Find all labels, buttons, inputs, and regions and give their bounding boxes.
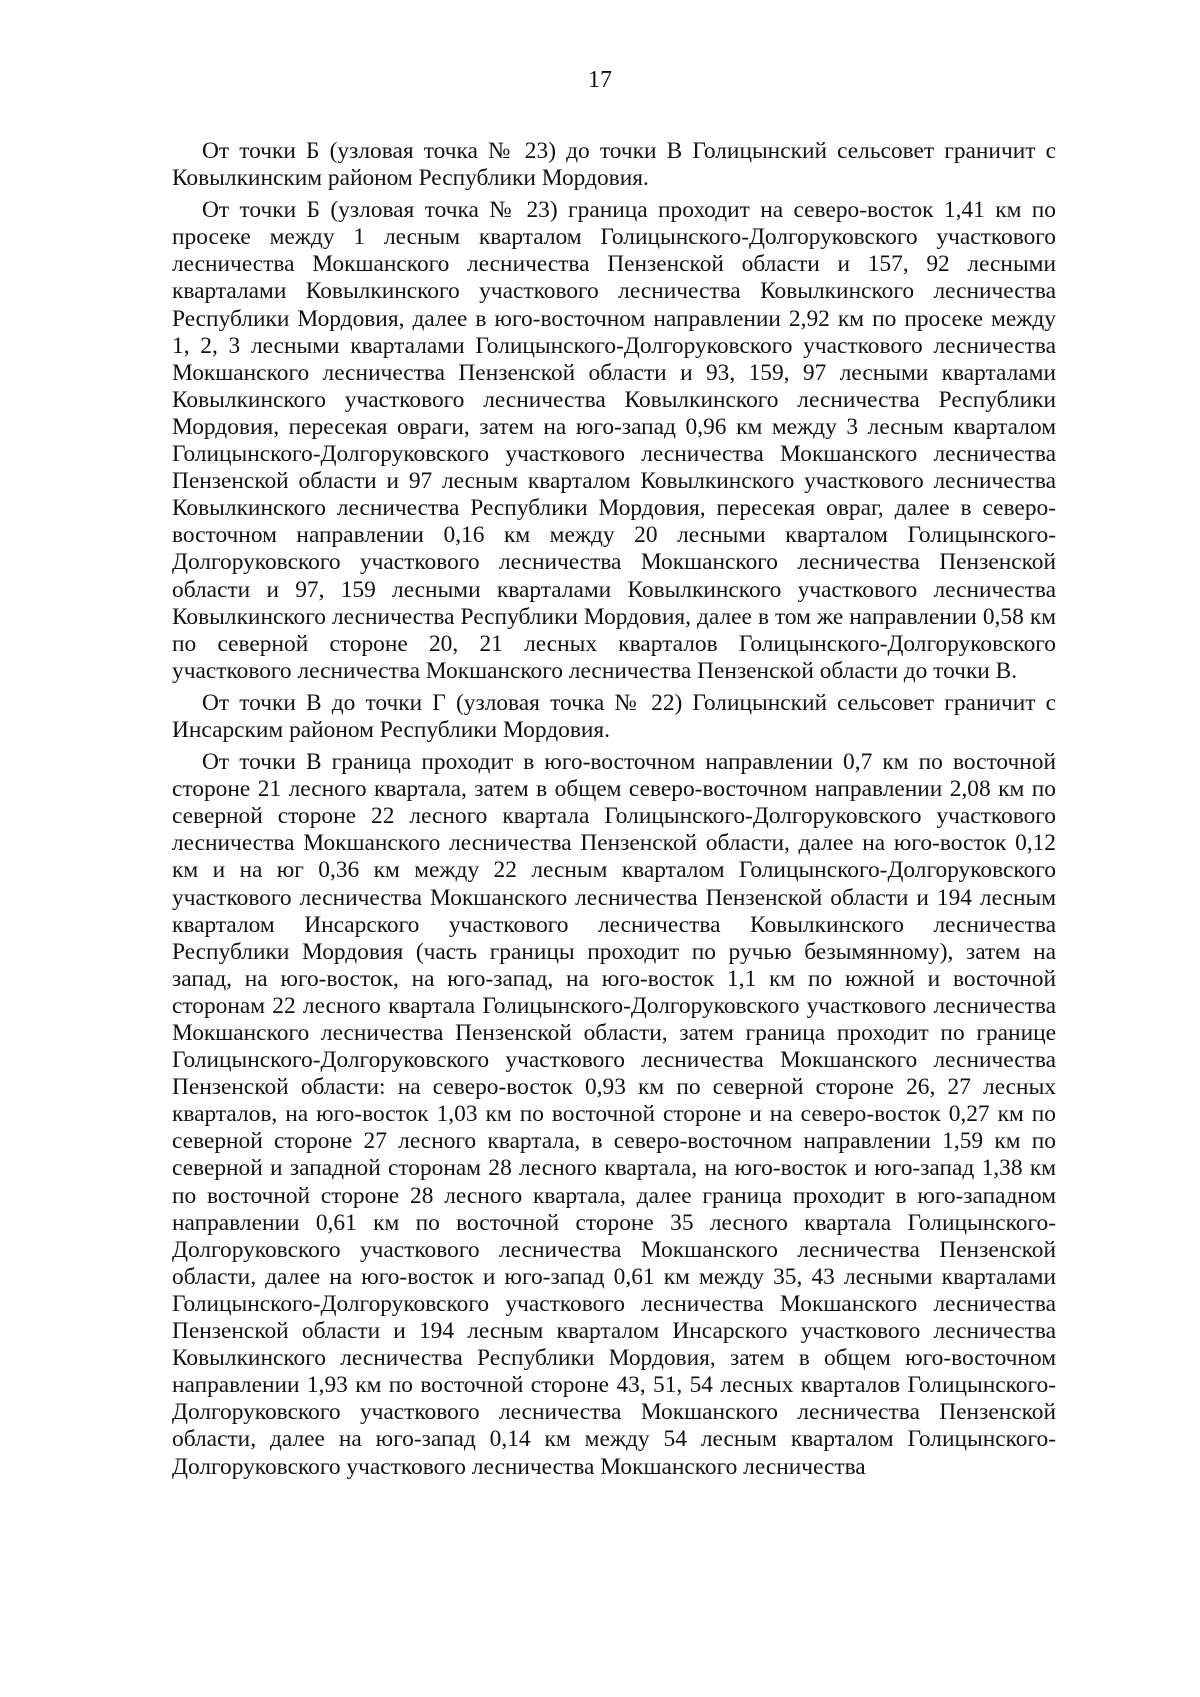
document-body [172,138,1056,1486]
paragraph-boundary-b-v-intro: От точки Б (узловая точка № 23) до точки В Голицынский сельсовет граничит с Ковылкинским районом Республики Мордовия. [172,138,1056,192]
paragraph-boundary-v-description: От точки В граница проходит в юго-восточном направлении 0,7 км по восточной стороне 21 лесного квартала, затем в общем северо-восточном направлении 2,08 км по северной стороне 22 лесного квартала Голицынского-Долгоруковского участкового лесничества Мокшанского лесничества Пензенской области, далее на юго-восток 0,12 км и на юг 0,36 км между 22 лесным кварталом Голицынского-Долгоруковского участкового лесничества Мокшанского лесничества Пензенской области и 194 лесным кварталом Инсарского участкового лесничества Ковылкинского лесничества Республики Мордовия (часть границы проходит по ручью безымянному), затем на запад, на юго-восток, на юго-запад, на юго-восток 1,1 км по южной и восточной сторонам 22 лесного квартала Голицынского-Долгоруковского участкового лесничества Мокшанского лесничества Пензенской области, затем граница проходит по границе Голицынского-Долгоруковского участкового лесничества Мокшанского лесничества Пензенской области: на северо-восток 0,93 км по северной стороне 26, 27 лесных кварталов, на юго-восток 1,03 км по восточной стороне и на северо-восток 0,27 км по северной стороне 27 лесного квартала, в северо-восточном направлении 1,59 км по северной и западной сторонам 28 лесного квартала, на юго-восток и юго-запад 1,38 км по восточной стороне 28 лесного квартала, далее граница проходит в юго-западном направлении 0,61 км по восточной стороне 35 лесного квартала Голицынского-Долгоруковского участкового лесничества Мокшанского лесничества Пензенской области, далее на юго-восток и юго-запад 0,61 км между 35, 43 лесными кварталами Голицынского-Долгоруковского участкового лесничества Мокшанского лесничества Пензенской области и 194 лесным кварталом Инсарского участкового лесничества Ковылкинского лесничества Республики Мордовия, затем в общем юго-восточном направлении 1,93 км по восточной стороне 43, 51, 54 лесных кварталов Голицынского-Долгоруковского участкового лесничества Мокшанского лесничества Пензенской области, далее на юго-запад 0,14 км между 54 лесным кварталом Голицынского-Долгоруковского участкового лесничества Мокшанского лесничества [172,749,1056,1480]
paragraph-boundary-b-v-description: От точки Б (узловая точка № 23) граница проходит на северо-восток 1,41 км по просеке между 1 лесным кварталом Голицынского-Долгоруковского участкового лесничества Мокшанского лесничества Пензенской области и 157, 92 лесными кварталами Ковылкинского участкового лесничества Ковылкинского лесничества Республики Мордовия, далее в юго-восточном направлении 2,92 км по просеке между 1, 2, 3 лесными кварталами Голицынского-Долгоруковского участкового лесничества Мокшанского лесничества Пензенской области и 93, 159, 97 лесными кварталами Ковылкинского участкового лесничества Ковылкинского лесничества Республики Мордовия, пересекая овраги, затем на юго-запад 0,96 км между 3 лесным кварталом Голицынского-Долгоруковского участкового лесничества Мокшанского лесничества Пензенской области и 97 лесным кварталом Ковылкинского участкового лесничества Ковылкинского лесничества Республики Мордовия, пересекая овраг, далее в северо-восточном направлении 0,16 км между 20 лесными кварталом Голицынского-Долгоруковского участкового лесничества Мокшанского лесничества Пензенской области и 97, 159 лесными кварталами Ковылкинского участкового лесничества Ковылкинского лесничества Республики Мордовия, далее в том же направлении 0,58 км по северной стороне 20, 21 лесных кварталов Голицынского-Долгоруковского участкового лесничества Мокшанского лесничества Пензенской области до точки В. [172,197,1056,684]
paragraph-boundary-v-g-intro: От точки В до точки Г (узловая точка № 22) Голицынский сельсовет граничит с Инсарским районом Республики Мордовия. [172,689,1056,743]
page-number: 17 [588,67,612,93]
